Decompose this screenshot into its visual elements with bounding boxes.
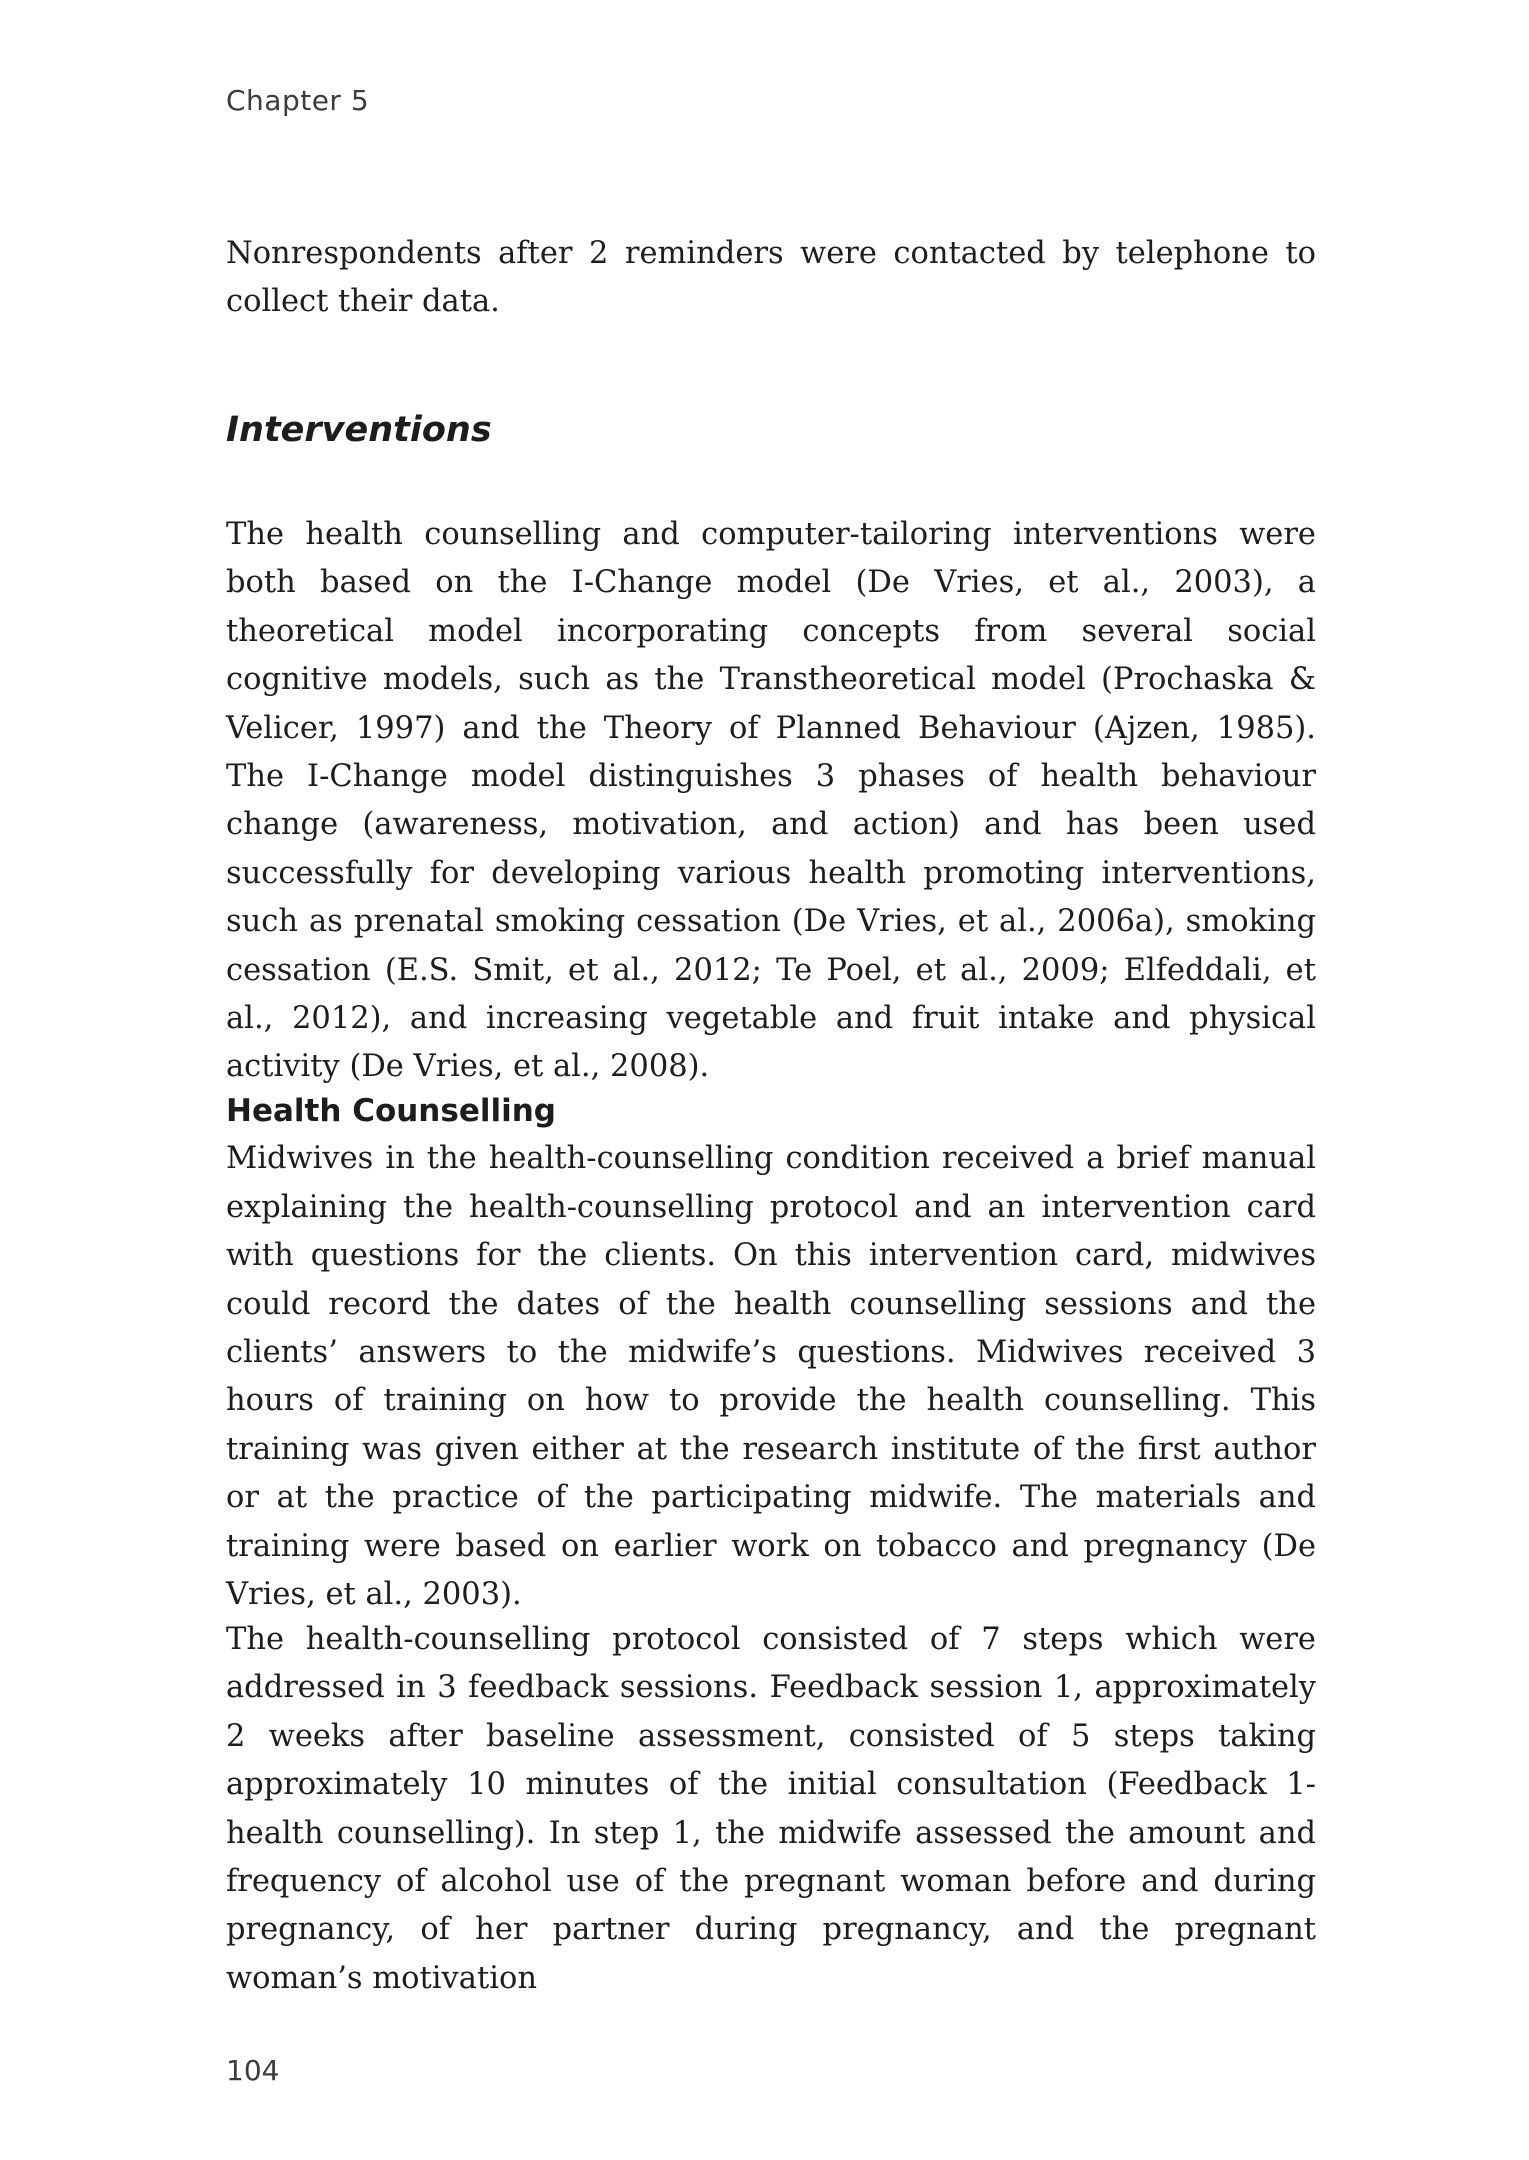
section-paragraph: The health counselling and computer-tailoring interventions were both based on the I-Change model (De Vries, et al., 2003), a theoretical model incorporating concepts from several social cognitive models, such as the Transtheoretical model (Prochaska & Velicer, 1997) and the Theory of Planned Behaviour (Ajzen, 1985). The I-Change model distinguishes 3 phases of health behaviour change (awareness, motivation, and action) and has been used successfully for developing various health promoting interventions, such as prenatal smoking cessation (De Vries, et al., 2006a), smoking cessation (E.S. Smit, et al., 2012; Te Poel, et al., 2009; Elfeddali, et al., 2012), and increasing vegetable and fruit intake and physical activity (De Vries, et al., 2008).	[226, 517, 1316, 1085]
intro-paragraph: Nonrespondents after 2 reminders were contacted by telephone to collect their data.	[226, 236, 1316, 320]
subsection-paragraph-2: The health-counselling protocol consisted of 7 steps which were addressed in 3 feedback sessions. Feedback session 1, approximately 2 weeks after baseline assessment, consisted of 5 steps taking approximately 10 minutes of the initial consultation (Feedback 1-health counselling). In step 1, the midwife assessed the amount and frequency of alcohol use of the pregnant woman before and during pregnancy, of her partner during pregnancy, and the pregnant woman’s motivation	[226, 1622, 1316, 1996]
running-head: Chapter 5	[226, 84, 370, 117]
section-heading: Interventions	[226, 410, 492, 450]
subsection-paragraph-1: Midwives in the health-counselling condition received a brief manual explaining the health-counselling protocol and an intervention card with questions for the clients. On this intervention card, midwives could record the dates of the health counselling sessions and the clients’ answers to the midwife’s questions. Midwives received 3 hours of training on how to provide the health counselling. This training was given either at the research institute of the first author or at the practice of the participating midwife. The materials and training were based on earlier work on tobacco and pregnancy (De Vries, et al., 2003).	[226, 1141, 1316, 1613]
section-paragraph-block	[226, 511, 1316, 1092]
intro-paragraph-block	[226, 230, 1316, 327]
page-number: 104	[226, 2054, 280, 2087]
subsection-paragraph-2-block	[226, 1616, 1316, 2003]
subsection-block	[226, 1087, 1316, 1619]
subsection-heading: Health Counselling	[226, 1093, 556, 1129]
